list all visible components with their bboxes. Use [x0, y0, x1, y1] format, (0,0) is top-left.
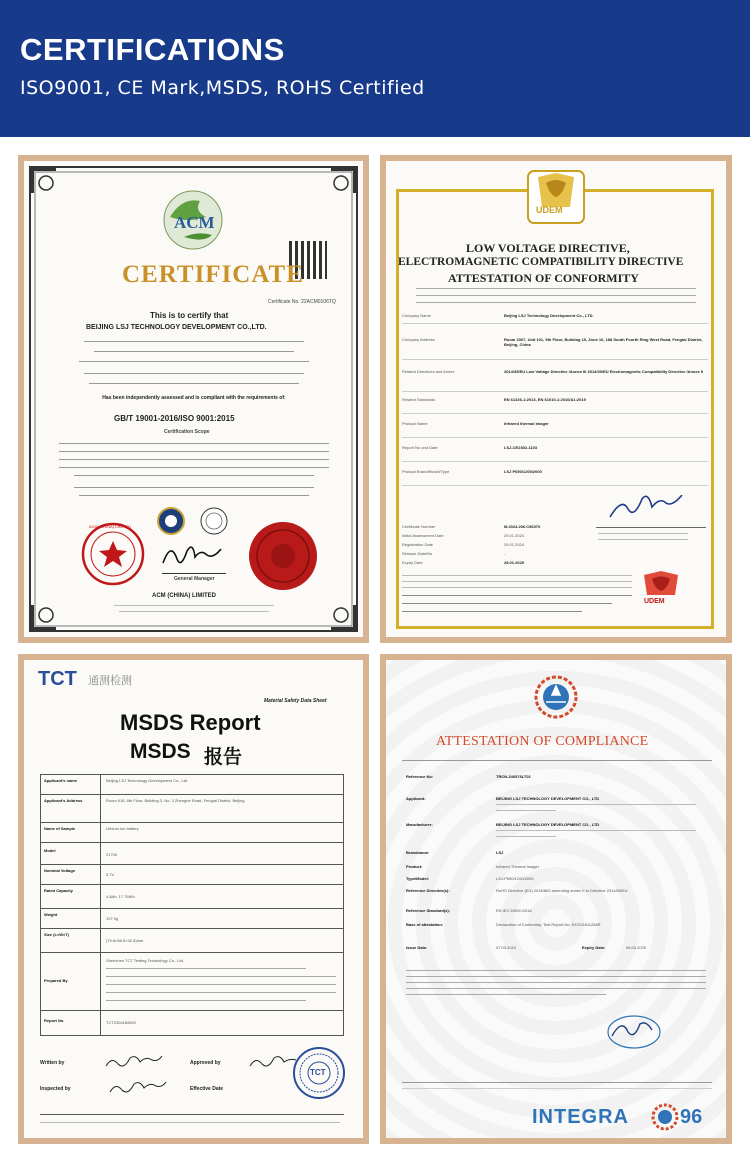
acm-scope-line: [59, 443, 329, 444]
ce-date-value: 28.01.2029: [504, 560, 525, 565]
ce-intro-line: [416, 288, 696, 289]
rohs-note-line: [406, 970, 706, 971]
iaf-badge-icon: [199, 506, 229, 536]
rohs-row-label: Product:: [406, 864, 423, 869]
acm-scope-line: [79, 495, 309, 496]
msds-report: [24, 660, 363, 1138]
ce-intro-line: [416, 295, 696, 296]
ce-intro-line: [416, 302, 696, 303]
msds-row-label: Nominal Voltage: [44, 868, 76, 873]
msds-row-divider: [40, 952, 344, 953]
acm-issuer-address: [119, 611, 269, 612]
msds-row-label: Rated Capacity: [44, 888, 73, 893]
ce-footer-line: [402, 587, 632, 588]
rohs-row-value: EN IEC 63000:2018: [496, 908, 532, 913]
msds-row-label: Size (L×W×T): [44, 932, 70, 937]
acm-certificate-frame: [18, 155, 369, 643]
acm-compliant-text: Has been independently assessed and is compliant with the requirements of:: [102, 395, 286, 401]
acm-certificate: [24, 161, 363, 637]
msds-row-value: 21700: [106, 852, 118, 857]
ce-date-label: Initial Assessment Date: [402, 533, 444, 538]
rohs-expiry-label: Expiry Date:: [582, 945, 606, 950]
rohs-attestation-frame: [380, 654, 732, 1144]
ce-row-label: Related Directives and Annex: [402, 369, 455, 374]
msds-report-frame: [18, 654, 369, 1144]
rohs-row-value: RoHS Directive (EU) 2015/863 amending annex II to Directive 2011/65/EU: [496, 888, 628, 893]
msds-row-value: Room 618, 6th Floor, Building 3, No. 3 Zhenghe Road, Fengtai District, Beijing: [106, 798, 245, 803]
signature-line: [162, 573, 226, 574]
rohs-row-label: Base of attestation:: [406, 922, 444, 927]
ce-row-value: LSJ-CE2302-1103: [504, 445, 538, 450]
integra-footer-emblem-icon: [650, 1102, 680, 1132]
acm-scope-line: [59, 467, 329, 468]
msds-table: [40, 774, 344, 1036]
acm-address-line: [89, 383, 299, 384]
msds-row-divider: [40, 884, 344, 885]
msds-row-value: Lithium ion battery: [106, 826, 139, 831]
ce-signer-text: [598, 533, 688, 534]
acm-issuer-address: [114, 605, 274, 606]
ce-row-label: Report No and Date: [402, 445, 438, 450]
acm-address-line: [79, 361, 309, 362]
acm-logo-text: ACM: [174, 213, 215, 232]
msds-effective-date: Effective Date: [190, 1086, 224, 1092]
acm-scope-line: [74, 475, 314, 476]
ce-row-label: Product Brand/Model/Type: [402, 469, 450, 474]
msds-approved-by: Approved by: [190, 1060, 221, 1066]
udem-red-logo-text: UDEM: [644, 598, 665, 605]
rohs-note-line: [406, 994, 606, 995]
ce-title-line1: LOW VOLTAGE DIRECTIVE,: [466, 241, 630, 255]
rohs-row-value: BEIJING LSJ TECHNOLOGY DEVELOPMENT CO., LTD: [496, 822, 600, 827]
ce-row-value: Infrared thermal imager: [504, 421, 549, 426]
udem-logo-icon: [524, 169, 588, 225]
ce-row-value: 2014/35/EU Low Voltage Directive /Annex III 2014/30/EU Electromagnetic Compatibility Directive /Annex II: [504, 369, 704, 374]
ce-signer-text: [598, 539, 688, 540]
rohs-row-label: Reference No:: [406, 774, 434, 779]
msds-table-col: [100, 774, 101, 1036]
ce-footer-line: [402, 611, 582, 612]
msds-inspected-by: Inspected by: [40, 1086, 71, 1092]
ce-divider: [402, 413, 708, 414]
ce-row-label: Product Name: [402, 421, 428, 426]
rohs-row-value: Infrared Thermal Imager: [496, 864, 540, 869]
msds-row-label: Weight: [44, 912, 58, 917]
ce-signature-icon: [606, 495, 686, 525]
ce-footer-line: [402, 603, 612, 604]
page-title: CERTIFICATIONS: [20, 32, 285, 67]
msds-row-value: 197.0g: [106, 916, 119, 921]
acm-company: BEIJING LSJ TECHNOLOGY DEVELOPMENT CO.,LTD.: [86, 324, 267, 331]
ce-row-label: Company Address: [402, 337, 435, 342]
rohs-issue-label: Issue Date:: [406, 945, 428, 950]
rohs-row-value: TRCN-240576LT01: [496, 774, 531, 779]
rohs-row-label: Applicant:: [406, 796, 426, 801]
rohs-expiry-date: 06.03.2029: [626, 945, 647, 950]
page-subtitle: ISO9001, CE Mark,MSDS, ROHS Certified: [20, 77, 425, 99]
ce-title-line3: ATTESTATION OF CONFORMITY: [448, 271, 639, 285]
rohs-address-line: [496, 810, 556, 811]
msds-row-divider: [40, 822, 344, 823]
acm-address-line: [84, 341, 304, 342]
acm-scope-line: [59, 459, 329, 460]
rohs-row-label: Reference Standard(s):: [406, 908, 451, 913]
msds-footer-line: [40, 1114, 344, 1115]
rohs-row-value: Declaration of Conformity, Test Report No. EKS12401288R: [496, 922, 601, 927]
rohs-address-line: [496, 836, 556, 837]
ce-footer-line: [402, 575, 632, 576]
signature-icon: [159, 541, 229, 571]
msds-row-value: Beijing LSJ Technology Development Co., Ltd: [106, 778, 188, 783]
msds-row-label: Report No.: [44, 1018, 65, 1023]
msds-row-value: 3.7V: [106, 872, 115, 877]
msds-prepared-line: [106, 1000, 306, 1001]
acm-scope-line: [59, 451, 329, 452]
tct-stamp-text: TCT: [310, 1068, 326, 1077]
acm-address-line: [94, 351, 294, 352]
msds-row-value: Shenzhen TCT Testing Technology Co., Ltd.: [106, 958, 184, 963]
msds-row-divider: [40, 794, 344, 795]
acm-certify-text: This is to certify that: [150, 311, 229, 320]
rohs-title: ATTESTATION OF COMPLIANCE: [436, 734, 649, 749]
ce-divider: [402, 461, 708, 462]
msds-row-label: Applicant's name: [44, 778, 77, 783]
ce-date-value: -: [504, 551, 506, 556]
acm-signature-title: General Manager: [174, 576, 215, 582]
ce-date-label: Expiry Date: [402, 560, 423, 565]
msds-row-label: Name of Sample: [44, 826, 76, 831]
rohs-row-value: BEIJING LSJ TECHNOLOGY DEVELOPMENT CO., LTD: [496, 796, 600, 801]
ce-date-label: Registration Date: [402, 542, 433, 547]
msds-signature-icon: [104, 1054, 164, 1072]
rohs-address-line: [496, 804, 696, 805]
rohs-note-line: [406, 982, 706, 983]
msds-row-label: Applicant's Address: [44, 798, 83, 803]
ce-divider: [402, 437, 708, 438]
ce-date-label: Reissue Date/No: [402, 551, 433, 556]
rohs-note-line: [406, 976, 706, 977]
msds-written-by: Written by: [40, 1060, 65, 1066]
ce-footer-line: [402, 595, 632, 596]
acm-cert-no: Certificate No. 22ACM0106TQ: [268, 299, 336, 305]
rohs-row-label: Brandname:: [406, 850, 430, 855]
ce-divider: [402, 391, 708, 392]
msds-row-label: Prepared By: [44, 978, 68, 983]
ce-row-value: LSJ P650/1200/2000: [504, 469, 542, 474]
tct-brand: TCT: [38, 668, 77, 690]
udem-logo-text: UDEM: [536, 205, 563, 215]
msds-row-value: (74.8×66.6×42.8)mm: [106, 938, 144, 943]
acm-red-stamp-icon: [80, 521, 146, 587]
msds-prepared-line: [106, 992, 336, 993]
ce-date-value: 29.01.2024: [504, 533, 525, 538]
rohs-attestation: [386, 660, 726, 1138]
msds-signature-icon: [248, 1054, 298, 1072]
acm-heading: CERTIFICATE: [122, 261, 304, 288]
header-banner: [0, 0, 750, 137]
msds-signature-icon: [108, 1080, 168, 1098]
rohs-issue-date: 07.03.2024: [496, 945, 517, 950]
rohs-address-line: [496, 830, 696, 831]
msds-row-divider: [40, 842, 344, 843]
msds-prepared-line: [106, 976, 336, 977]
acm-scope-label: Certification Scope: [164, 429, 210, 435]
ce-footer-line: [402, 581, 632, 582]
msds-row-divider: [40, 1010, 344, 1011]
msds-footer-text: [40, 1122, 340, 1123]
msds-title2-cn: 报告: [204, 747, 243, 768]
msds-row-divider: [40, 864, 344, 865]
ce-date-value: 29.01.2024: [504, 542, 525, 547]
msds-title: MSDS Report: [120, 710, 261, 735]
rohs-watermark: [386, 660, 726, 1138]
msds-title2: MSDS: [130, 740, 191, 763]
rohs-row-value: LSJ-P650/1200/2000: [496, 876, 534, 881]
ce-title-line2: ELECTROMAGNETIC COMPATIBILITY DIRECTIVE: [398, 256, 684, 268]
acm-issuer: ACM (CHINA) LIMITED: [152, 593, 216, 599]
ce-date-value: M.2024.206.C96370: [504, 524, 541, 529]
msds-sheet-label: Material Safety Data Sheet: [264, 698, 327, 704]
msds-prepared-line: [106, 984, 336, 985]
ce-divider: [402, 485, 708, 486]
msds-row-value: TCT2304189602: [106, 1020, 137, 1025]
rohs-footer-rule: [402, 1082, 712, 1083]
ce-certificate: [386, 161, 726, 637]
acm-address-line: [84, 373, 304, 374]
msds-prepared-line: [106, 968, 306, 969]
ce-divider: [402, 323, 708, 324]
rohs-row-label: Reference Directive(s):: [406, 888, 450, 893]
accreditation-badge-icon: [156, 506, 186, 536]
msds-row-divider: [40, 908, 344, 909]
rohs-row-label: Type/Model:: [406, 876, 430, 881]
ce-certificate-frame: [380, 155, 732, 643]
ce-row-label: Company Name: [402, 313, 431, 318]
ce-date-label: Certificate Number: [402, 524, 436, 529]
msds-row-value: 4.8Ah, 17.76Wh: [106, 894, 135, 899]
ce-row-value: Beijing LSJ Technology Development Co., LTD.: [504, 313, 594, 318]
rohs-row-value: LSJ: [496, 850, 504, 855]
acm-gold-seal-icon: [246, 519, 320, 593]
integra-footer-brand: INTEGRA: [532, 1106, 629, 1128]
rohs-row-label: Manufacturer:: [406, 822, 433, 827]
rohs-signature-icon: [604, 1010, 664, 1050]
ce-row-value: EN 61326-1:2013, EN 61010-1:2010/A1:2019: [504, 397, 586, 402]
integra-emblem-icon: [531, 672, 581, 722]
msds-row-divider: [40, 928, 344, 929]
integra-footer-number: 96: [680, 1106, 703, 1128]
rohs-footer-text: [402, 1088, 712, 1089]
acm-stamp-text: ACM (CHINA) LIMITED: [89, 524, 131, 529]
acm-standard: GB/T 19001-2016/ISO 9001:2015: [114, 414, 235, 423]
rohs-title-rule: [402, 760, 712, 761]
rohs-note-line: [406, 988, 706, 989]
ce-row-label: Related Standards: [402, 397, 436, 402]
ce-signature-line: [596, 527, 706, 528]
tct-brand-cn: 通测检测: [88, 675, 132, 687]
ce-row-value: Room 2307, Unit 101, 5th Floor, Building 19, Zone 16, 188 South Fourth Ring West Road, Fengtai District, Beijing, China: [504, 337, 703, 347]
ce-divider: [402, 359, 708, 360]
msds-row-label: Model: [44, 848, 56, 853]
acm-scope-line: [74, 487, 314, 488]
